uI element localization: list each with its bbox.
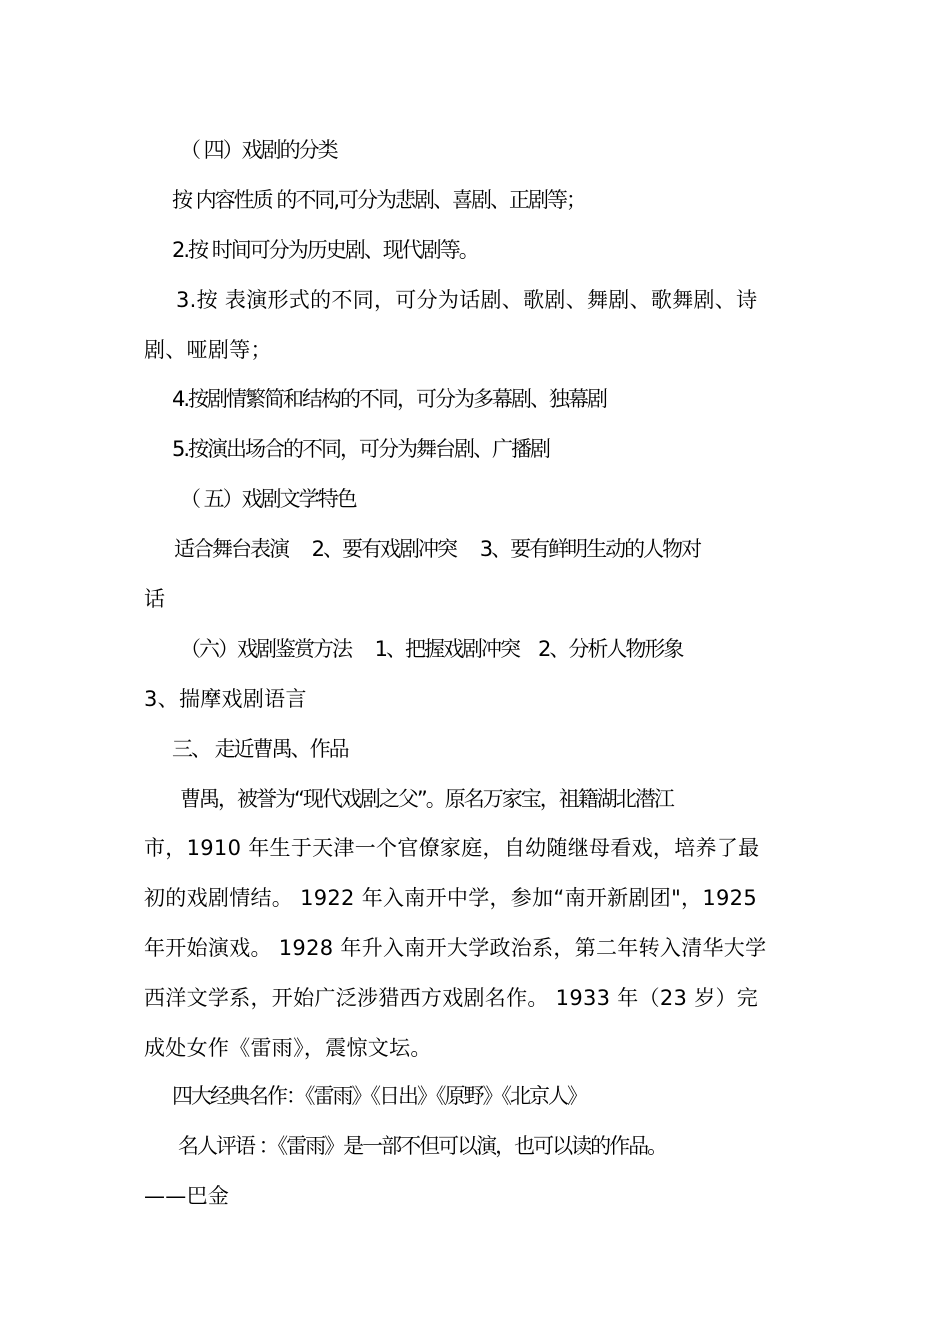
classification-by-form-line1: 3.按 表演形式的不同，可分为话剧、歌剧、舞剧、歌舞剧、诗	[176, 288, 758, 312]
bio-line1: 曹禺，被誉为“现代戏剧之父”。原名万家宝，祖籍湖北潜江	[180, 787, 673, 811]
quote-attribution: ——巴金	[144, 1184, 230, 1208]
section5-heading: （ 五）戏剧文学特色	[180, 487, 356, 511]
classics-list: 四大经典名作：《雷雨》《日出》《原野》《北京人》	[172, 1084, 586, 1108]
classification-by-venue: 5.按演出场合的不同，可分为舞台剧、广播剧	[172, 437, 550, 461]
classification-by-form-line2: 剧、哑剧等；	[144, 338, 272, 362]
bio-line2: 市，1910 年生于天津一个官僚家庭，自幼随继母看戏，培养了最	[144, 836, 760, 860]
classification-by-time: 2.按 时间可分为历史剧、现代剧等。	[172, 238, 478, 262]
bio-line6: 成处女作《雷雨》，震惊文坛。	[144, 1036, 432, 1060]
bio-line5: 西洋文学系，开始广泛涉猎西方戏剧名作。 1933 年（23 岁）完	[144, 986, 759, 1010]
section4-heading: （ 四）戏剧的分类	[180, 138, 337, 162]
section3-heading: 三、 走近曹禺、作品	[172, 737, 348, 761]
section6-line2: 3、揣摩戏剧语言	[144, 687, 307, 711]
features-line2: 话	[144, 587, 166, 611]
features-line1: 适合舞台表演 2、要有戏剧冲突 3、要有鲜明生动的人物对	[174, 537, 701, 561]
bio-line3: 初的戏剧情结。 1922 年入南开中学，参加“南开新剧团"，1925	[144, 886, 757, 910]
classification-by-content: 按 内容性质 的不同,可分为悲剧、喜剧、正剧等；	[172, 188, 586, 212]
bio-line4: 年开始演戏。 1928 年升入南开大学政治系，第二年转入清华大学	[144, 936, 767, 960]
classification-by-plot: 4.按剧情繁简和结构的不同，可分为多幕剧、独幕剧	[172, 387, 607, 411]
section6-line1: （六）戏剧鉴赏方法 1、把握戏剧冲突 2、分析人物形象	[180, 637, 683, 661]
quote-line1: 名人评语 ：《雷雨》是一部不但可以演，也可以读的作品。	[178, 1134, 667, 1158]
